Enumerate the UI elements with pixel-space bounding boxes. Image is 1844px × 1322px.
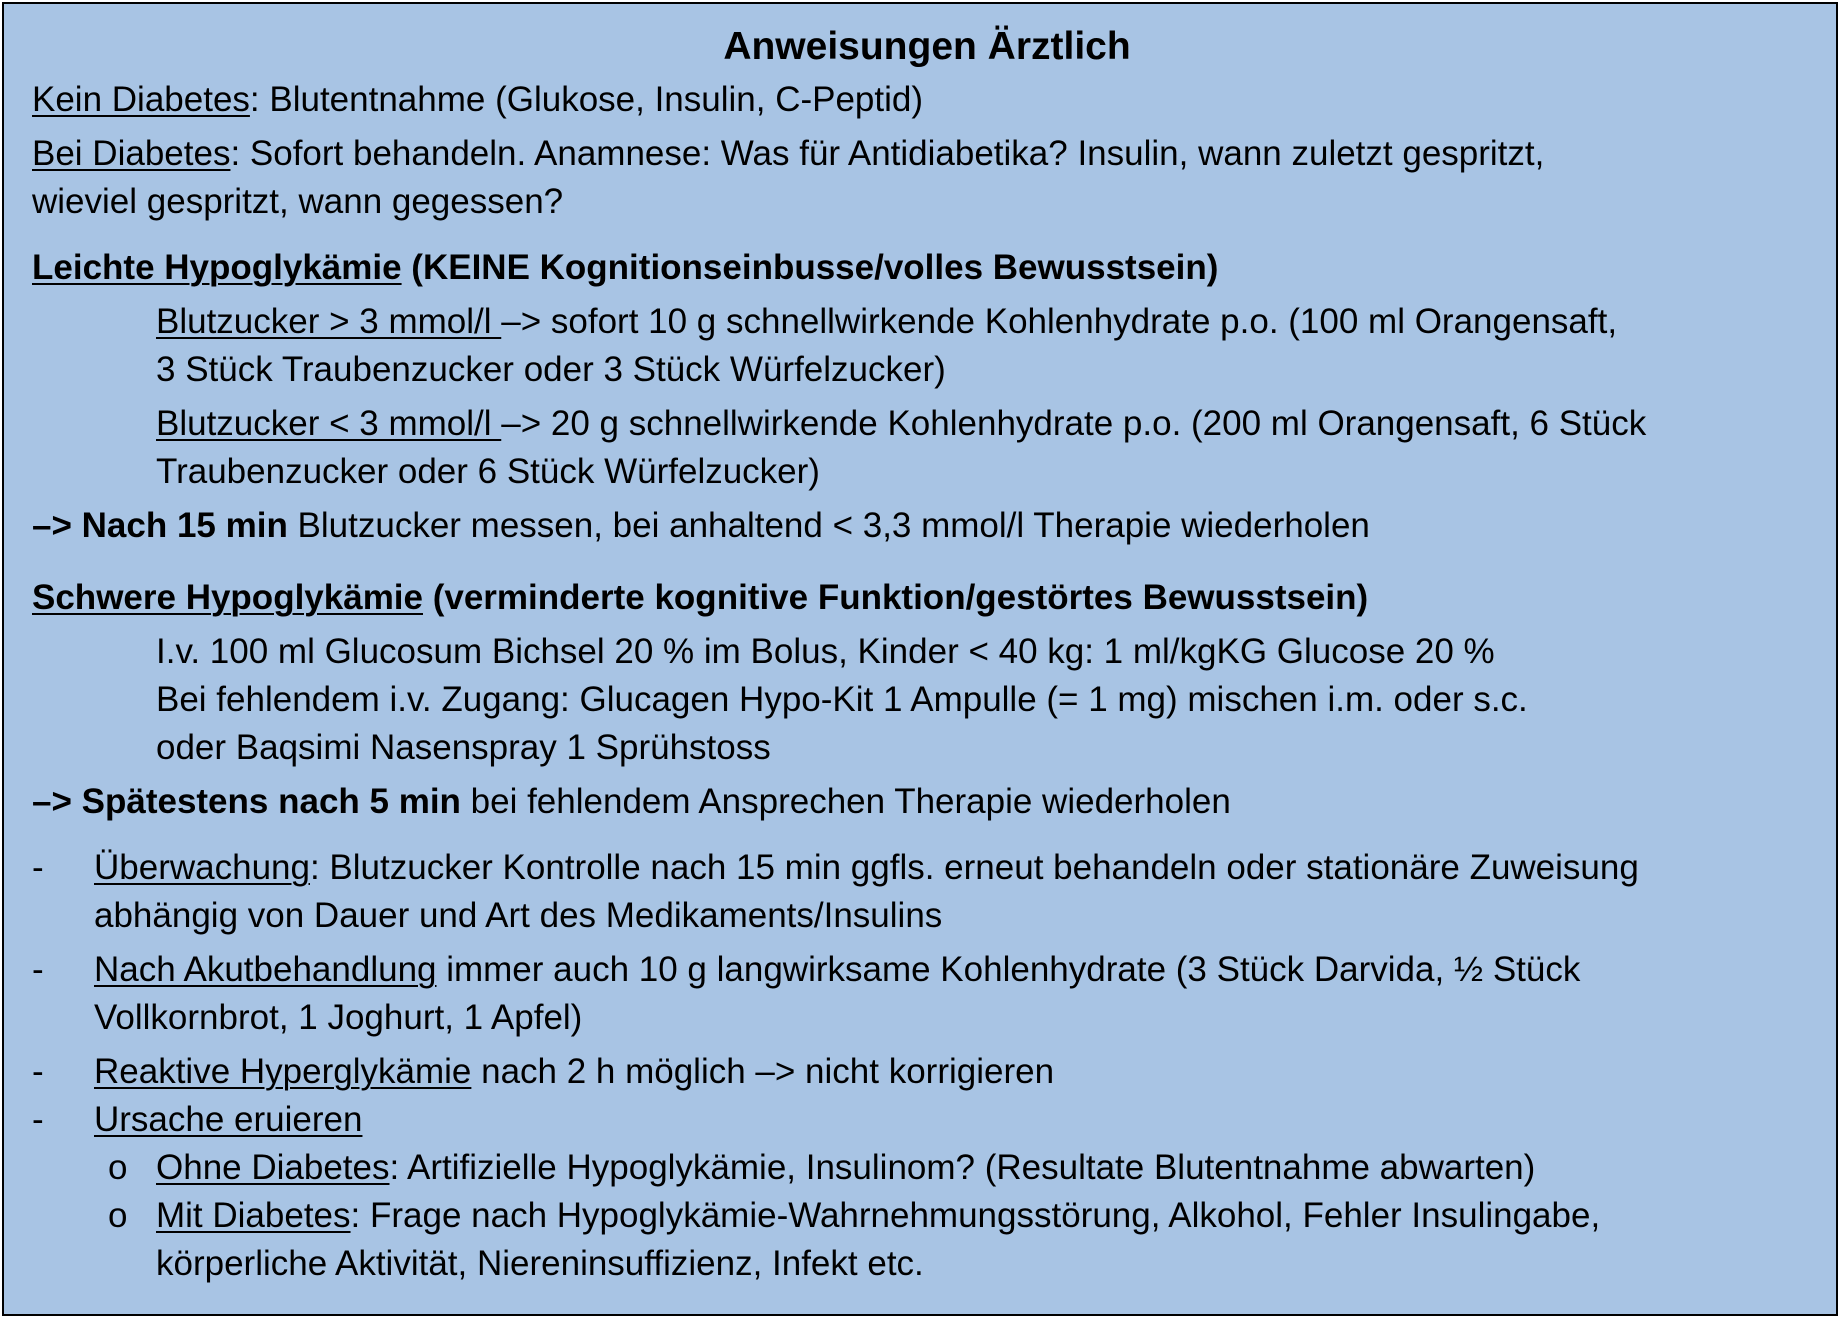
schwere-line-3: oder Baqsimi Nasenspray 1 Sprühstoss (156, 728, 771, 767)
leichte-item-1-label: Blutzucker > 3 mmol/l (156, 302, 502, 341)
schwere-lines (32, 628, 1822, 772)
subbullet-mit-diabetes-label: Mit Diabetes (156, 1196, 351, 1235)
bullet-akutbehandlung-text-cont: Vollkornbrot, 1 Joghurt, 1 Apfel) (94, 998, 583, 1037)
schwere-followup-bold: –> Spätestens nach 5 min (32, 782, 461, 821)
leichte-heading-rest: (KEINE Kognitionseinbusse/volles Bewusstsein) (401, 248, 1219, 287)
leichte-item-2-label: Blutzucker < 3 mmol/l (156, 404, 502, 443)
subbullet-ohne-diabetes-label: Ohne Diabetes (156, 1148, 390, 1187)
subbullet-mit-diabetes (32, 1192, 1822, 1288)
bullet-ueberwachung-label: Überwachung (94, 848, 310, 887)
instruction-content (32, 18, 1822, 1288)
bullet-ueberwachung (32, 844, 1822, 940)
leichte-item-2 (32, 400, 1822, 496)
leichte-heading (32, 244, 1822, 292)
schwere-followup (32, 778, 1822, 826)
bei-diabetes-text: : Sofort behandeln. Anamnese: Was für Antidiabetika? Insulin, wann zuletzt gespritzt, (230, 134, 1545, 173)
dash-marker: - (32, 848, 44, 887)
schwere-line-1: I.v. 100 ml Glucosum Bichsel 20 % im Bolus, Kinder < 40 kg: 1 ml/kgKG Glucose 20 % (156, 632, 1495, 671)
kein-diabetes-line (32, 76, 1822, 124)
leichte-followup-text: Blutzucker messen, bei anhaltend < 3,3 mmol/l Therapie wiederholen (287, 506, 1370, 545)
bei-diabetes-label: Bei Diabetes (32, 134, 231, 173)
bullet-akutbehandlung-label: Nach Akutbehandlung (94, 950, 437, 989)
schwere-line-2: Bei fehlendem i.v. Zugang: Glucagen Hypo-Kit 1 Ampulle (= 1 mg) mischen i.m. oder s.c. (156, 680, 1528, 719)
bullet-ueberwachung-text-cont: abhängig von Dauer und Art des Medikaments/Insulins (94, 896, 943, 935)
subbullet-mit-diabetes-text: : Frage nach Hypoglykämie-Wahrnehmungsstörung, Alkohol, Fehler Insulingabe, (350, 1196, 1601, 1235)
leichte-item-1 (32, 298, 1822, 394)
dash-marker: - (32, 1100, 44, 1139)
leichte-item-2-text-cont: Traubenzucker oder 6 Stück Würfelzucker) (156, 452, 820, 491)
schwere-followup-text: bei fehlendem Ansprechen Therapie wiederholen (460, 782, 1231, 821)
bullet-ursache-label: Ursache eruieren (94, 1100, 363, 1139)
bullet-ueberwachung-text: : Blutzucker Kontrolle nach 15 min ggfls. erneut behandeln oder stationäre Zuweisung (309, 848, 1639, 887)
leichte-followup (32, 502, 1822, 550)
leichte-item-1-text: –> sofort 10 g schnellwirkende Kohlenhydrate p.o. (100 ml Orangensaft, (501, 302, 1618, 341)
document-title: Anweisungen Ärztlich (723, 25, 1131, 68)
bei-diabetes-line (32, 130, 1822, 226)
dash-marker: - (32, 950, 44, 989)
instruction-box (2, 2, 1838, 1316)
subbullet-mit-diabetes-text-cont: körperliche Aktivität, Niereninsuffizienz, Infekt etc. (156, 1244, 924, 1283)
bullet-hyperglykaemie-text: nach 2 h möglich –> nicht korrigieren (471, 1052, 1055, 1091)
circle-marker: o (108, 1196, 128, 1235)
circle-marker: o (108, 1148, 128, 1187)
kein-diabetes-text: : Blutentnahme (Glukose, Insulin, C-Peptid) (249, 80, 924, 119)
bullet-akutbehandlung (32, 946, 1822, 1042)
bullet-akutbehandlung-text: immer auch 10 g langwirksame Kohlenhydrate (3 Stück Darvida, ½ Stück (436, 950, 1581, 989)
subbullet-ohne-diabetes-text: : Artifizielle Hypoglykämie, Insulinom? (Resultate Blutentnahme abwarten) (389, 1148, 1536, 1187)
schwere-heading-label: Schwere Hypoglykämie (32, 578, 423, 617)
leichte-item-1-text-cont: 3 Stück Traubenzucker oder 3 Stück Würfelzucker) (156, 350, 946, 389)
leichte-followup-bold: –> Nach 15 min (32, 506, 288, 545)
schwere-heading-rest: (verminderte kognitive Funktion/gestörtes Bewusstsein) (423, 578, 1369, 617)
bullet-hyperglykaemie-label: Reaktive Hyperglykämie (94, 1052, 472, 1091)
leichte-item-2-text: –> 20 g schnellwirkende Kohlenhydrate p.o. (200 ml Orangensaft, 6 Stück (501, 404, 1647, 443)
kein-diabetes-label: Kein Diabetes (32, 80, 250, 119)
bei-diabetes-text-cont: wieviel gespritzt, wann gegessen? (32, 182, 564, 221)
dash-marker: - (32, 1052, 44, 1091)
leichte-heading-label: Leichte Hypoglykämie (32, 248, 402, 287)
bullet-ursache (32, 1096, 1822, 1144)
subbullet-ohne-diabetes (32, 1144, 1822, 1192)
bullet-hyperglykaemie (32, 1048, 1822, 1096)
schwere-heading (32, 574, 1822, 622)
